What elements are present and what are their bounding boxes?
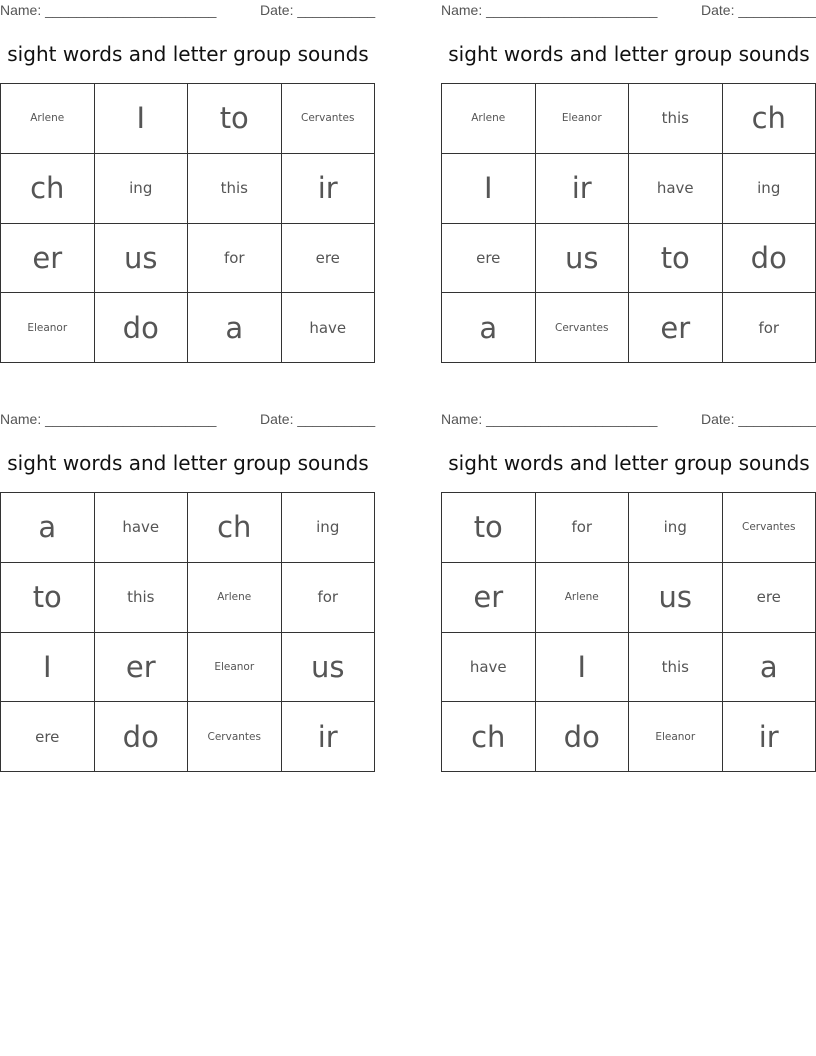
bingo-cell: er: [629, 293, 723, 363]
date-field-label: Date: __________: [260, 411, 376, 427]
bingo-cell: this: [95, 563, 189, 633]
bingo-cell: Eleanor: [1, 293, 95, 363]
bingo-cell: us: [95, 224, 189, 294]
date-field-label: Date: __________: [701, 411, 816, 427]
bingo-cell: us: [629, 563, 723, 633]
name-field-label: Name: ______________________: [441, 2, 658, 18]
bingo-cell: do: [95, 702, 189, 772]
bingo-cell: this: [188, 154, 282, 224]
bingo-cell: Arlene: [1, 84, 95, 154]
bingo-cell: I: [536, 633, 630, 703]
name-date-row: [0, 411, 376, 429]
bingo-grid: [441, 83, 816, 363]
name-date-row: [441, 411, 816, 429]
bingo-cell: ing: [282, 493, 376, 563]
bingo-cell: for: [723, 293, 816, 363]
bingo-cell: do: [95, 293, 189, 363]
bingo-cell: ch: [723, 84, 816, 154]
bingo-cell: ere: [442, 224, 536, 294]
bingo-cell: to: [629, 224, 723, 294]
date-field-label: Date: __________: [701, 2, 816, 18]
bingo-cell: do: [723, 224, 816, 294]
bingo-cell: Arlene: [536, 563, 630, 633]
bingo-cell: ing: [95, 154, 189, 224]
bingo-cell: us: [282, 633, 376, 703]
bingo-cell: this: [629, 84, 723, 154]
bingo-grid: [0, 492, 375, 772]
bingo-cell: Arlene: [442, 84, 536, 154]
bingo-cell: ing: [629, 493, 723, 563]
bingo-cell: I: [1, 633, 95, 703]
name-field-label: Name: ______________________: [0, 2, 217, 18]
bingo-cell: ir: [723, 702, 816, 772]
name-field-label: Name: ______________________: [441, 411, 658, 427]
bingo-cell: Arlene: [188, 563, 282, 633]
bingo-cell: ir: [536, 154, 630, 224]
bingo-cell: er: [442, 563, 536, 633]
bingo-cell: ere: [282, 224, 376, 294]
date-field-label: Date: __________: [260, 2, 376, 18]
bingo-card-2: [441, 0, 816, 370]
name-date-row: [0, 2, 376, 20]
bingo-cell: a: [1, 493, 95, 563]
bingo-card-3: [0, 409, 376, 779]
bingo-cell: a: [442, 293, 536, 363]
bingo-cell: er: [1, 224, 95, 294]
card-title: sight words and letter group sounds: [448, 42, 810, 66]
bingo-cell: er: [95, 633, 189, 703]
bingo-cell: to: [1, 563, 95, 633]
bingo-grid: [0, 83, 375, 363]
bingo-cell: have: [95, 493, 189, 563]
bingo-cell: Cervantes: [536, 293, 630, 363]
bingo-cell: ere: [1, 702, 95, 772]
bingo-cell: ch: [442, 702, 536, 772]
bingo-cell: ch: [188, 493, 282, 563]
bingo-cell: us: [536, 224, 630, 294]
bingo-cell: have: [629, 154, 723, 224]
bingo-cell: Eleanor: [188, 633, 282, 703]
bingo-cell: a: [188, 293, 282, 363]
bingo-cell: ir: [282, 702, 376, 772]
bingo-cell: a: [723, 633, 816, 703]
bingo-cell: ere: [723, 563, 816, 633]
bingo-cell: for: [188, 224, 282, 294]
bingo-card-1: [0, 0, 376, 370]
bingo-cell: Eleanor: [536, 84, 630, 154]
bingo-cell: have: [442, 633, 536, 703]
bingo-cell: to: [188, 84, 282, 154]
bingo-cell: for: [282, 563, 376, 633]
bingo-cell: ch: [1, 154, 95, 224]
bingo-cell: Eleanor: [629, 702, 723, 772]
bingo-card-4: [441, 409, 816, 779]
name-date-row: [441, 2, 816, 20]
bingo-cell: ir: [282, 154, 376, 224]
bingo-cell: this: [629, 633, 723, 703]
bingo-cell: ing: [723, 154, 816, 224]
card-title: sight words and letter group sounds: [7, 42, 369, 66]
bingo-cell: for: [536, 493, 630, 563]
bingo-cell: do: [536, 702, 630, 772]
name-field-label: Name: ______________________: [0, 411, 217, 427]
card-title: sight words and letter group sounds: [7, 451, 369, 475]
bingo-cell: Cervantes: [282, 84, 376, 154]
bingo-grid: [441, 492, 816, 772]
bingo-cell: I: [95, 84, 189, 154]
bingo-cell: I: [442, 154, 536, 224]
card-title: sight words and letter group sounds: [448, 451, 810, 475]
bingo-cell: Cervantes: [723, 493, 816, 563]
bingo-cell: have: [282, 293, 376, 363]
bingo-cell: Cervantes: [188, 702, 282, 772]
bingo-cell: to: [442, 493, 536, 563]
